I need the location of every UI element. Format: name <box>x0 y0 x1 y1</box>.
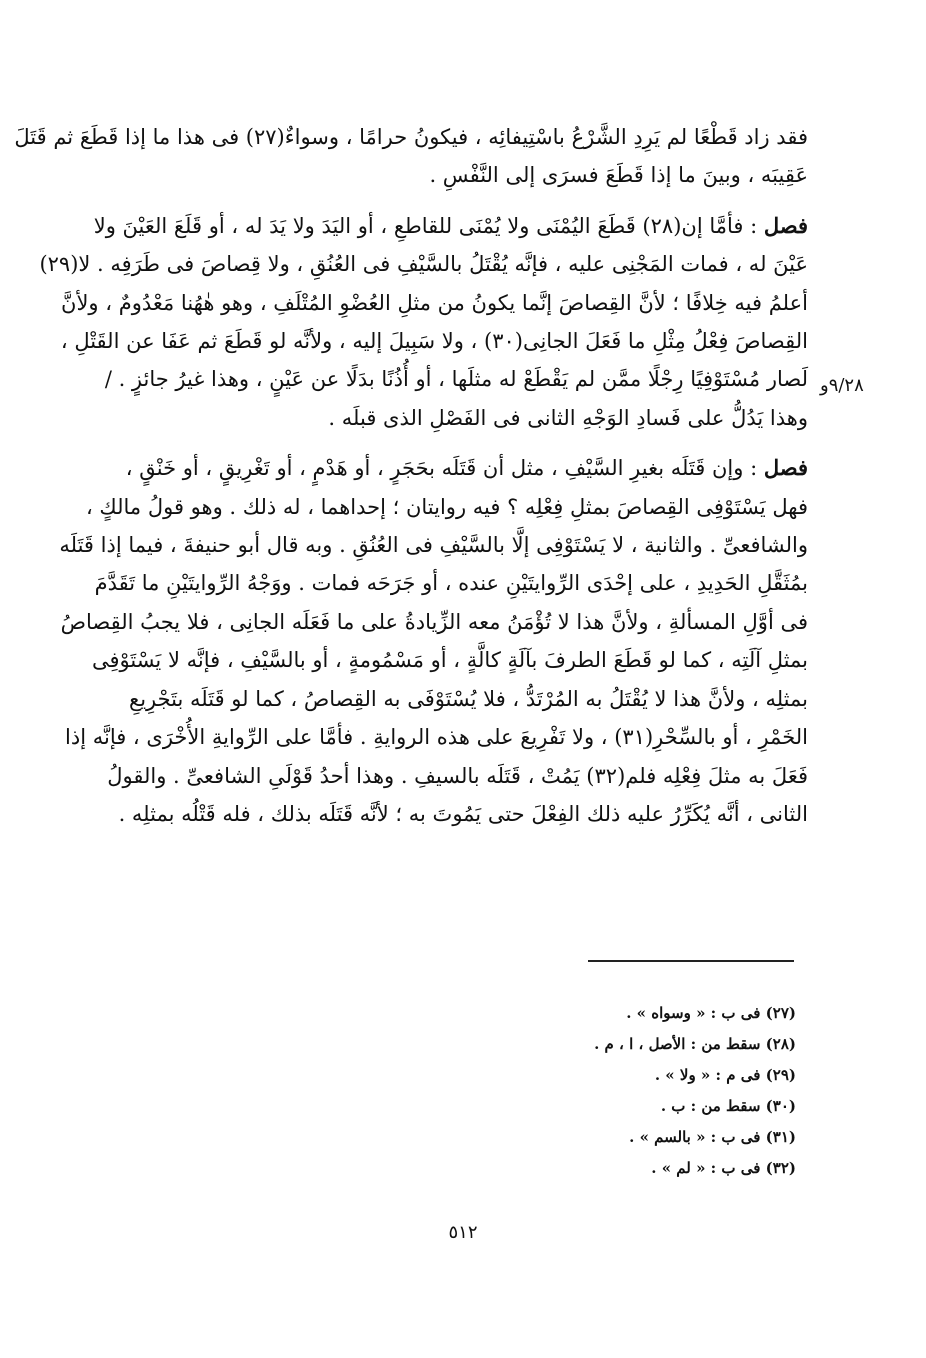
page-number: ٥١٢ <box>448 1222 478 1243</box>
text-line: وهذا يَدُلُّ على فَسادِ الوَجْهِ الثانى فى الفَصْلِ الذى قبلَه . <box>328 405 808 430</box>
text-line: فصل : وإن قَتَلَه بغيرِ السَّيْفِ ، مثل أن قَتَلَه بحَجَرٍ ، أو هَدْمٍ ، أو تَغْرِيقٍ ، أو خَنْقٍ ، <box>125 455 808 481</box>
text-line: بمثلِ آلَتِه ، كما لو قَطَعَ الطرفَ بآلَةٍ كالَّةٍ ، أو مَسْمُومةٍ ، أو بالسَّيْفِ ، فإنَّه لا يَسْتَوْفِى <box>91 648 808 673</box>
text-line: لَصار مُسْتَوْفِيًا رِجْلًا ممَّن لم يَقْطَعْ له مثلَها ، أو أُذُنًا بدَلًا عن عَيْنٍ ، وهذا غيرُ جائزٍ . / <box>104 367 808 392</box>
footnote: (٣٢) فى ب : « لم » . <box>651 1159 796 1177</box>
text-line: الخَمْرِ ، أو بالسِّحْرِ(٣١) ، ولا تَفْرِيعَ على هذه الروايةِ . فأمَّا على الرِّوايةِ الأُخْرَى ، فإنَّه إذا <box>65 725 808 750</box>
text-line: عَيْنَ له ، فمات المَجْنِى عليه ، فإنَّه يُقْتَلُ بالسَّيْفِ فى العُنُقِ ، ولا قِصاصَ فى طَرَفِه . لا(٢٩) <box>39 252 808 277</box>
margin-folio-note: ٩/٢٨و <box>820 375 864 396</box>
text-line: فصل : فأمَّا إن(٢٨) قَطَعَ اليُمْنَى ولا يُمْنَى للقاطعِ ، أو اليَدَ ولا يَدَ له ، أو قَلَعَ العَيْنَ ولا <box>93 212 808 238</box>
text-line: بمُثَقَّلِ الحَدِيدِ ، على إحْدَى الرِّوايتَيْنِ عنده ، أو جَرَحَه فمات . ووَجْهُ الرِّوايتَيْنِ ما تَقَدَّمَ <box>94 571 808 596</box>
text-line: فَعَلَ به مثلَ فِعْلِه فلم(٣٢) يَمُتْ ، قَتَلَه بالسيفِ . وهذا أحدُ قَوْلَىِ الشافعىِّ . والقولُ <box>107 763 808 788</box>
footnote-divider <box>588 960 794 962</box>
section-heading: فصل <box>763 455 808 481</box>
footnotes <box>594 998 796 1184</box>
footnote: (٢٩) فى م : « ولا » . <box>654 1066 796 1084</box>
text-line: أعلمُ فيه خِلافًا ؛ لأنَّ القِصاصَ إنَّما يكونُ من مثلِ العُضْوِ المُتْلَفِ ، وهو هٰهُنا مَعْدُومٌ ، ولأنَّ <box>61 290 808 315</box>
text-line: الثانى ، أنَّه يُكَرِّرُ عليه ذلك الفِعْلَ حتى يَمُوتَ به ؛ لأنَّه قَتَلَه بذلك ، فله قَتْلُه بمثلِه . <box>118 801 808 826</box>
footnote: (٣١) فى ب : « بالسم » . <box>629 1128 796 1146</box>
text-line: فى أوَّلِ المسألةِ ، ولأنَّ هذا لا تُؤْمَنُ معه الزِّيادةُ على ما فَعَلَه الجانِى ، فلا يجبُ القِصاصُ <box>60 609 808 634</box>
text-line: والشافعىِّ . والثانية ، لا يَسْتَوْفِى إلَّا بالسَّيْفِ فى العُنُقِ . وبه قال أبو حنيفةَ ، فيما إذا قَتَلَه <box>59 533 808 558</box>
main-text <box>14 118 808 845</box>
text-line: القِصاصَ فِعْلُ مِثْلِ ما فَعَلَ الجانِى(٣٠) ، ولا سَبِيلَ إليه ، ولأنَّه لو قَطَعَ ثم عَفَا عن القَتْلِ ، <box>60 329 808 354</box>
text-line: عَقِيبَه ، وبينَ ما إذا قَطَعَ فسرَى إلى النَّفْسِ . <box>429 163 808 188</box>
footnote: (٢٨) سقط من : الأصل ، ا ، م . <box>594 1035 796 1053</box>
section-heading: فصل <box>763 212 808 238</box>
paragraph-2 <box>39 207 808 437</box>
paragraph-3 <box>59 449 808 833</box>
text-line: فقد زاد قَطْعًا لم يَرِدِ الشَّرْعُ باسْتِيفائِه ، فيكونُ حرامًا ، وسواءٌ(٢٧) فى هذا ما إذا قَطَعَ ثم قَتَلَ <box>14 125 808 149</box>
paragraph-1 <box>14 118 808 195</box>
text-line: فهل يَسْتَوْفِى القِصاصَ بمثلِ فِعْلِه ؟ فيه روايتان ؛ إحداهما ، له ذلك . وهو قولُ مالكٍ ، <box>85 494 808 519</box>
footnote: (٣٠) سقط من : ب . <box>660 1097 796 1115</box>
footnote: (٢٧) فى ب : « وسواه » . <box>626 1004 796 1022</box>
text-line: بمثلِه ، ولأنَّ هذا لا يُقْتَلُ به المُرْتَدُّ ، فلا يُسْتَوْفَى به القِصاصُ ، كما لو قَتَلَه بتَجْرِيعِ <box>129 686 808 711</box>
